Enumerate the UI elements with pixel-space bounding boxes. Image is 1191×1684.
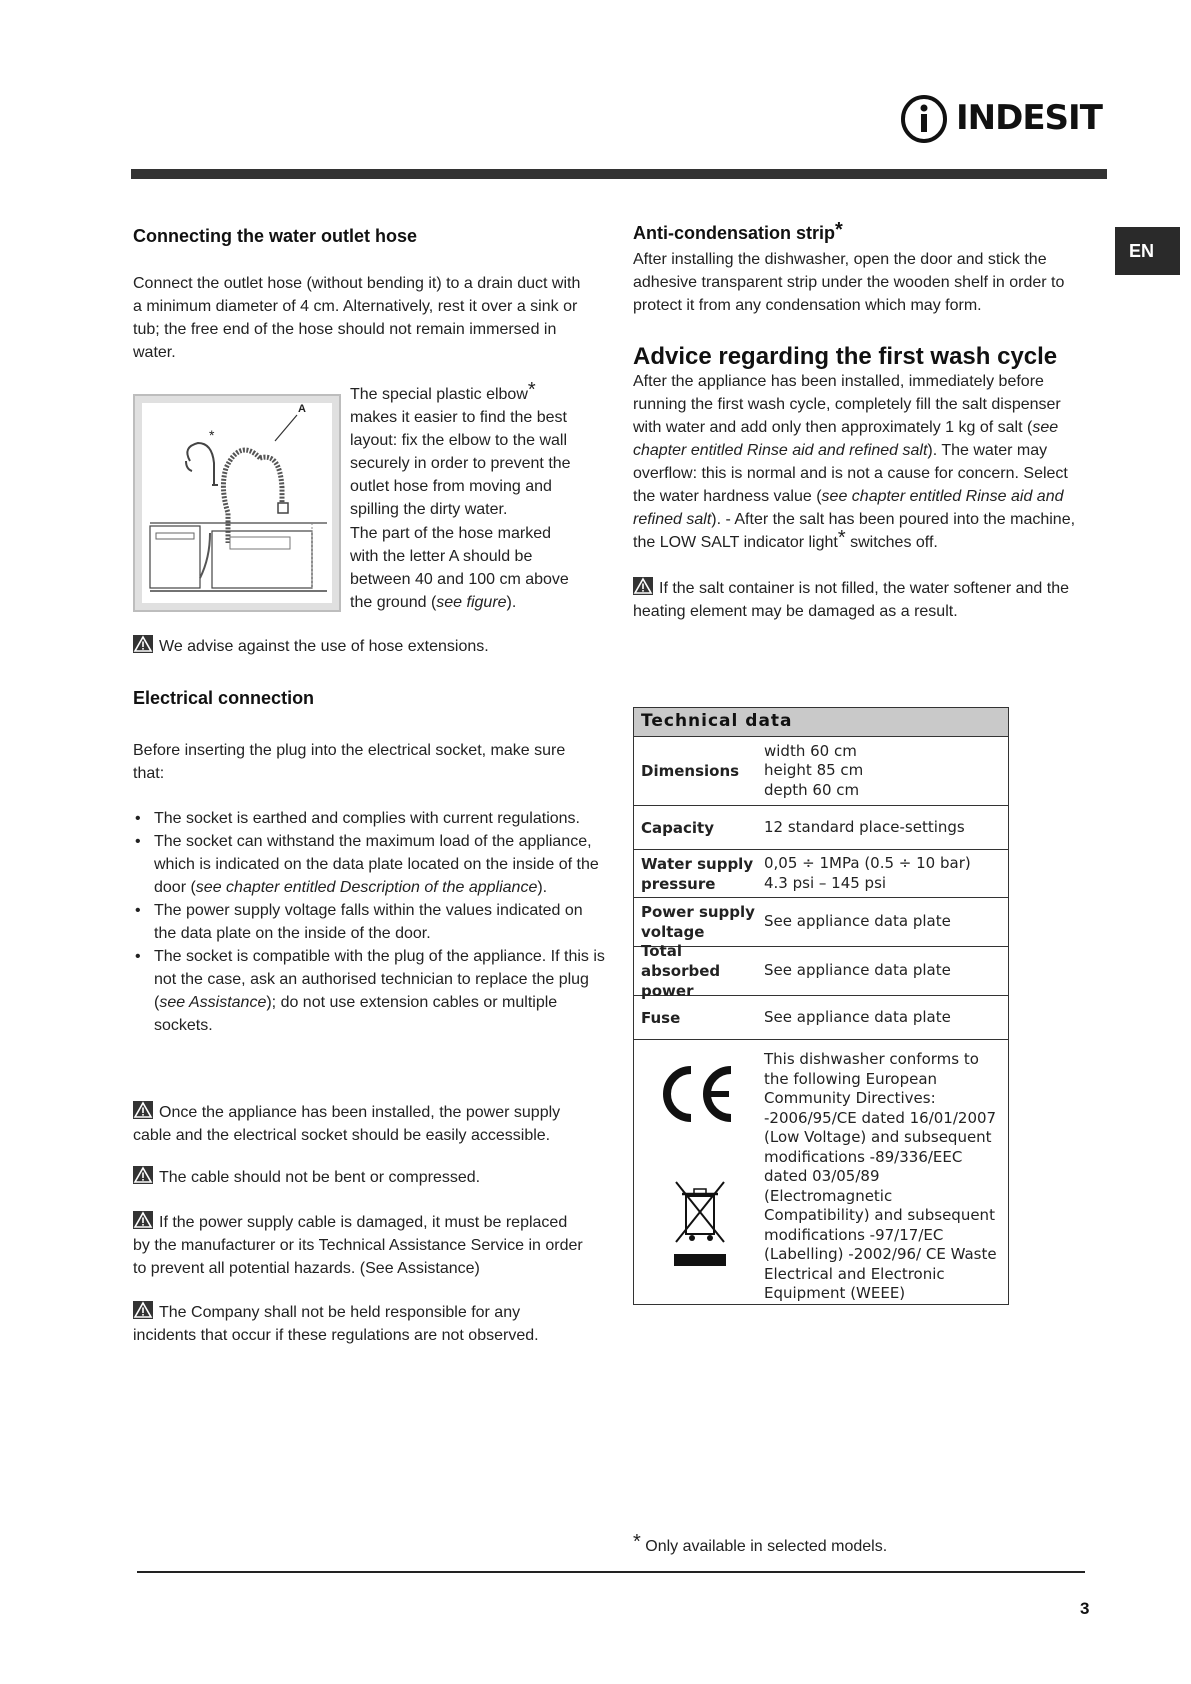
figure-label-a: A	[298, 403, 306, 415]
page-number: 3	[1080, 1599, 1090, 1618]
hose-installation-figure	[133, 394, 341, 612]
see-figure-ref: see figure	[436, 594, 507, 611]
brand-logo-icon	[900, 94, 950, 144]
advice-d: switches off.	[845, 534, 938, 551]
warning-icon	[133, 635, 153, 653]
outlet-hose-text: Connect the outlet hose (without bending it) to a drain duct with a minimum diameter of 4 cm. Alternatively, rest it over a sink or tub; the free end of the hose should not remain immersed in water.	[133, 275, 581, 361]
footnote-asterisk: *	[837, 527, 846, 549]
table-row	[634, 1040, 1008, 1304]
footnote-asterisk: *	[633, 1531, 641, 1553]
water-pressure-mpa: 0,05 ÷ 1MPa (0.5 ÷ 10 bar)	[764, 854, 971, 872]
footnote-asterisk: *	[527, 379, 536, 401]
cable-warning	[133, 1166, 583, 1189]
hose-height-a: The part of the hose marked with the letter A should be between 40 and 100 cm above the ground (	[350, 525, 569, 611]
hose-extension-text: We advise against the use of hose extensions.	[159, 638, 489, 655]
weee-bin-icon	[672, 1178, 728, 1268]
dimensions-label: Dimensions	[641, 762, 740, 780]
advice-ref-2: see chapter entitled Rinse aid and refined salt	[633, 488, 1064, 528]
footnote	[633, 1531, 888, 1558]
technical-data-table	[633, 707, 1009, 1305]
hose-extension-warning	[133, 635, 583, 658]
first-wash-text	[633, 370, 1083, 554]
brand-name: INDESIT	[956, 98, 1102, 138]
list-item: • The power supply voltage falls within the values indicated on the data plate on the inside of the door.	[154, 899, 606, 945]
brand-logo	[900, 92, 1102, 148]
list-item	[154, 830, 606, 899]
outlet-hose-heading: Connecting the water outlet hose	[133, 226, 418, 246]
footnote-asterisk: *	[835, 219, 843, 241]
figure-label-star: *	[209, 427, 215, 443]
company-text: The Company shall not be held responsible for any incidents that occur if these regulations are not observed.	[133, 1304, 539, 1344]
advice-ref-1: see chapter entitled Rinse aid and refined salt	[633, 419, 1059, 459]
water-supply-value	[764, 854, 1008, 893]
ce-directives-text: This dishwasher conforms to the following European Community Directives: -2006/95/CE dated 16/01/2007 (Low Voltage) and subsequent modifications -89/336/EEC dated 03/05/89 (Electromagnetic Compatibility) and subsequent modifications -97/17/EC (Labelling) -2002/96/ CE Waste Electrical and Electronic Equipment (WEEE)	[764, 1050, 997, 1302]
elbow-text	[350, 379, 582, 521]
fuse-value: See appliance data plate	[764, 1007, 951, 1026]
hose-diagram	[142, 403, 332, 603]
bullet-4-ref: see Assistance	[159, 994, 267, 1011]
company-warning	[133, 1301, 583, 1347]
dimension-width: width 60 cm	[764, 741, 857, 760]
warning-icon	[133, 1166, 153, 1184]
bullet-4-a: The socket is compatible with the plug of the appliance. If this is not the case, ask an authorised technician to replace the plug (	[154, 948, 605, 1011]
absorbed-power-value: See appliance data plate	[764, 961, 951, 980]
footnote-text: Only available in selected models.	[645, 1538, 888, 1555]
voltage-value: See appliance data plate	[764, 912, 951, 931]
dimensions-value	[764, 742, 1008, 801]
dimension-depth: depth 60 cm	[764, 780, 860, 799]
damaged-cable-text: If the power supply cable is damaged, it must be replaced by the manufacturer or its Technical Assistance Service in order to prevent all potential hazards. (See Assistance)	[133, 1214, 583, 1277]
ce-mark-icon	[659, 1062, 739, 1126]
advice-b: ). The water may overflow: this is normal and is not a cause for concern. Select the water hardness value (	[633, 442, 1068, 505]
bullet-2-a: The socket can withstand the maximum load of the appliance, which is indicated on the data plate located on the inside of the door (	[154, 833, 599, 896]
table-row	[634, 996, 1008, 1040]
technical-data-title: Technical data	[634, 708, 1008, 737]
electrical-checklist	[133, 807, 606, 1037]
header-rule	[131, 169, 1107, 179]
language-tab: EN	[1115, 227, 1180, 275]
table-row	[634, 942, 1008, 1000]
advice-c: ). - After the salt has been poured into the machine, the LOW SALT indicator light	[633, 511, 1076, 551]
water-pressure-psi: 4.3 psi – 145 psi	[764, 873, 887, 892]
first-wash-heading: Advice regarding the first wash cycle	[633, 343, 1058, 370]
anti-condensation-text: After installing the dishwasher, open the door and stick the adhesive transparent strip under the wooden shelf in order to protect it from any condensation which may form.	[633, 251, 1065, 314]
table-row	[634, 737, 1008, 806]
accessible-text: Once the appliance has been installed, the power supply cable and the electrical socket should be easily accessible.	[133, 1104, 561, 1144]
list-item: • The socket is earthed and complies with current regulations.	[154, 807, 606, 830]
anti-condensation-title: Anti-condensation strip	[633, 223, 835, 243]
footer-rule	[137, 1571, 1085, 1573]
elbow-text-a: The special plastic elbow	[350, 386, 528, 403]
table-row	[634, 850, 1008, 898]
conformity-marks	[634, 1050, 764, 1290]
voltage-label: Power supply voltage	[641, 903, 755, 941]
list-item	[154, 945, 606, 1037]
salt-warning-text: If the salt container is not filled, the water softener and the heating element may be damaged as a result.	[633, 580, 1070, 620]
elbow-text-b: makes it easier to find the best layout: fix the elbow to the wall securely in order to prevent the outlet hose from moving and spilling the dirty water.	[350, 409, 571, 518]
accessible-warning	[133, 1101, 583, 1147]
absorbed-power-label: Total absorbed power	[641, 942, 721, 1000]
warning-icon	[133, 1301, 153, 1319]
bullet-2-b: ).	[537, 879, 548, 896]
capacity-label: Capacity	[641, 818, 714, 837]
electrical-heading: Electrical connection	[133, 688, 315, 708]
hose-height-text	[350, 522, 582, 614]
warning-icon	[633, 577, 653, 595]
anti-condensation-heading	[633, 219, 1083, 244]
fuse-label: Fuse	[641, 1008, 681, 1027]
warning-icon	[133, 1101, 153, 1119]
bullet-2-ref: see chapter entitled Description of the appliance	[195, 879, 538, 896]
damaged-cable-warning	[133, 1211, 583, 1280]
capacity-value: 12 standard place-settings	[764, 817, 965, 836]
bullet-4-b: ); do not use extension cables or multiple sockets.	[154, 994, 558, 1034]
table-row	[634, 898, 1008, 947]
hose-height-b: ).	[506, 594, 517, 611]
electrical-intro: Before inserting the plug into the electrical socket, make sure that:	[133, 742, 566, 782]
dimension-height: height 85 cm	[764, 761, 864, 780]
water-supply-label: Water supply pressure	[641, 854, 754, 893]
table-row	[634, 806, 1008, 850]
warning-icon	[133, 1211, 153, 1229]
cable-text: The cable should not be bent or compressed.	[159, 1169, 481, 1186]
advice-a: After the appliance has been installed, immediately before running the first wash cycle, completely fill the salt dispenser with water and add only then approximately 1 kg of salt (	[633, 373, 1061, 436]
salt-warning	[633, 577, 1083, 623]
